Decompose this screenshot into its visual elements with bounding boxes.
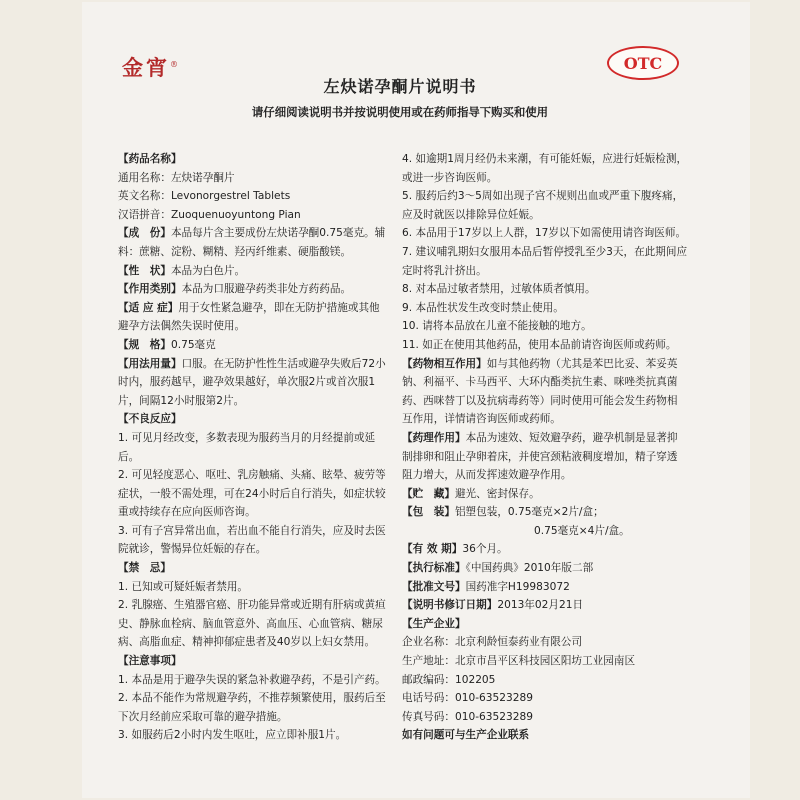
section-text: 通用名称：左炔诺孕酮片 [118, 171, 235, 184]
section-text: 企业名称：北京利龄恒泰药业有限公司 [402, 636, 583, 649]
section-text: 邮政编码：102205 [402, 673, 496, 686]
left-column [118, 150, 390, 745]
leaflet-paragraph [118, 466, 390, 522]
leaflet-paragraph [118, 280, 390, 299]
leaflet-paragraph [118, 299, 390, 336]
section-heading: 【成 份】 [118, 227, 171, 240]
section-heading: 【贮 藏】 [402, 487, 455, 500]
registered-mark: ® [170, 60, 178, 69]
section-heading: 【执行标准】 [402, 562, 466, 575]
document-title: 左炔诺孕酮片说明书 [323, 77, 477, 96]
leaflet-paragraph [402, 299, 688, 318]
section-text: 2. 乳腺癌、生殖器官癌、肝功能异常或近期有肝病或黄疸史、静脉血栓病、脑血管意外、高血压、心血管病、糖尿病、高脂血症、精神抑郁症患者及40岁以上妇女禁用。 [118, 599, 386, 649]
section-text: 1. 可见月经改变，多数表现为服药当月的月经提前或延后。 [118, 431, 376, 463]
section-text: 汉语拼音：Zuoquenuoyuntong Pian [118, 208, 301, 221]
section-heading: 【说明书修订日期】 [402, 599, 498, 612]
section-text: 如有问题可与生产企业联系 [402, 729, 530, 742]
section-heading: 【包 装】 [402, 506, 455, 519]
section-heading: 【药品名称】 [118, 153, 182, 165]
leaflet-paragraph [402, 540, 688, 559]
section-text: 2. 本品不能作为常规避孕药，不推荐频繁使用，服药后至下次月经前应采取可靠的避孕措施。 [118, 692, 386, 723]
section-text: 2013年02月21日 [497, 599, 584, 612]
section-heading: 【生产企业】 [402, 617, 466, 630]
section-text: 4. 如逾期1周月经仍未来潮，有可能妊娠，应进行妊娠检测，或进一步咨询医师。 [402, 153, 688, 184]
leaflet-paragraph [402, 522, 688, 541]
leaflet-paragraph [402, 150, 688, 187]
leaflet-paragraph [118, 522, 390, 559]
brand-name: 金宵 [122, 55, 170, 80]
leaflet-paragraph [402, 280, 688, 299]
leaflet-paragraph [118, 671, 390, 690]
leaflet-paragraph [118, 596, 390, 652]
leaflet-paragraph [118, 169, 390, 188]
leaflet-paragraph [118, 559, 390, 578]
leaflet-paragraph [402, 671, 688, 690]
section-heading: 【不良反应】 [118, 413, 182, 426]
section-text: 本品为白色片。 [170, 264, 246, 277]
leaflet-paragraph [118, 689, 390, 726]
leaflet-paragraph [402, 336, 688, 355]
leaflet-paragraph [402, 652, 688, 671]
leaflet-paragraph [118, 578, 390, 597]
section-text: 10. 请将本品放在儿童不能接触的地方。 [402, 320, 592, 333]
leaflet-paragraph [402, 559, 688, 578]
section-text: 本品为口服避孕药类非处方药药品。 [181, 283, 352, 296]
section-text: 生产地址：北京市昌平区科技园区阳坊工业园南区 [402, 655, 636, 668]
section-heading: 【用法用量】 [118, 357, 182, 370]
document-subtitle: 请仔细阅读说明书并按说明使用或在药师指导下购买和使用 [251, 105, 549, 119]
leaflet-paragraph [118, 224, 390, 261]
section-text: 1. 已知或可疑妊娠者禁用。 [118, 580, 249, 593]
section-text: 9. 本品性状发生改变时禁止使用。 [402, 301, 564, 314]
leaflet-paragraph [402, 317, 688, 336]
leaflet-paragraph [402, 485, 688, 504]
leaflet-paragraph [118, 206, 390, 225]
section-heading: 【作用类别】 [118, 283, 182, 296]
section-heading: 【批准文号】 [402, 580, 466, 593]
section-text: 8. 对本品过敏者禁用，过敏体质者慎用。 [402, 283, 596, 296]
section-text: 0.75毫克×4片/盒。 [534, 524, 630, 537]
section-text: 如与其他药物（尤其是苯巴比妥、苯妥英钠、利福平、卡马西平、大环内酯类抗生素、咪唑类抗真菌药、西咪替丁以及抗病毒药等）同时使用可能会发生药物相互作用，详情请咨询医师或药师。 [402, 357, 678, 426]
leaflet-paragraph [402, 615, 688, 634]
leaflet-paragraph [118, 652, 390, 671]
section-heading: 【适 应 症】 [118, 301, 179, 314]
section-text: 传真号码：010-63523289 [402, 710, 533, 723]
leaflet-paragraph [402, 355, 688, 429]
leaflet-paragraph [118, 336, 390, 355]
leaflet-paragraph [402, 689, 688, 708]
section-text: 本品为速效、短效避孕药，避孕机制是显著抑制排卵和阻止孕卵着床，并使宫颈粘液稠度增加，精子穿透阻力增大，从而发挥速效避孕作用。 [402, 431, 678, 482]
section-text: 2. 可见轻度恶心、呕吐、乳房触痛、头痛、眩晕、疲劳等症状，一般不需处理，可在24小时后自行消失，如症状较重或持续存在应向医师咨询。 [118, 469, 386, 519]
leaflet-paragraph [118, 187, 390, 206]
section-text: 英文名称：Levonorgestrel Tablets [118, 190, 291, 203]
leaflet-paragraph [402, 503, 688, 522]
section-text: 7. 建议哺乳期妇女服用本品后暂停授乳至少3天，在此期间应定时将乳汁挤出。 [402, 245, 688, 277]
leaflet-paragraph [402, 429, 688, 485]
section-text: 用于女性紧急避孕，即在无防护措施或其他避孕方法偶然失误时使用。 [118, 301, 380, 333]
section-text: 国药准字H19983072 [465, 580, 570, 593]
otc-badge: OTC [607, 46, 679, 80]
section-text: 电话号码：010-63523289 [402, 692, 533, 705]
section-text: 11. 如正在使用其他药品，使用本品前请咨询医师或药师。 [402, 338, 677, 351]
leaflet-paragraph [402, 224, 688, 243]
section-text: 《中国药典》2010年版二部 [465, 562, 594, 575]
section-heading: 【药物相互作用】 [402, 357, 487, 370]
section-text: 3. 如服药后2小时内发生呕吐，应立即补服1片。 [118, 729, 347, 742]
leaflet-paragraph [402, 708, 688, 727]
section-heading: 【规 格】 [118, 338, 171, 351]
leaflet-paragraph [118, 429, 390, 466]
leaflet-paragraph [118, 262, 390, 281]
section-heading: 【有 效 期】 [402, 543, 463, 556]
section-text: 1. 本品是用于避孕失误的紧急补救避孕药，不是引产药。 [118, 673, 386, 686]
section-text: 铝塑包装，0.75毫克×2片/盒； [454, 506, 604, 519]
leaflet-paragraph [402, 243, 688, 280]
section-text: 避光、密封保存。 [454, 487, 540, 500]
section-heading: 【注意事项】 [118, 655, 182, 668]
section-text: 5. 服药后约3～5周如出现子宫不规则出血或严重下腹疼痛，应及时就医以排除异位妊娠。 [402, 190, 684, 221]
leaflet-paragraph [402, 726, 688, 745]
section-heading: 【性 状】 [118, 264, 171, 277]
leaflet-paragraph [118, 150, 390, 169]
leaflet-paragraph [402, 633, 688, 652]
section-text: 口服。在无防护性性生活或避孕失败后72小时内，服药越早，避孕效果越好，单次服2片或首次服1片，间隔12小时服第2片。 [118, 357, 386, 407]
leaflet-paragraph [402, 596, 688, 615]
section-text: 3. 可有子宫异常出血，若出血不能自行消失，应及时去医院就诊，警惕异位妊娠的存在。 [118, 524, 386, 556]
right-column [402, 150, 688, 745]
section-text: 36个月。 [462, 543, 508, 556]
section-heading: 【药理作用】 [402, 431, 466, 444]
section-heading: 【禁 忌】 [118, 562, 171, 575]
leaflet-paragraph [402, 187, 688, 224]
leaflet-paragraph [402, 578, 688, 597]
section-text: 6. 本品用于17岁以上人群，17岁以下如需使用请咨询医师。 [402, 227, 687, 240]
leaflet-paragraph [118, 726, 390, 745]
leaflet-paragraph [118, 355, 390, 411]
leaflet-paragraph [118, 410, 390, 429]
section-text: 本品每片含主要成份左炔诺孕酮0.75毫克。辅料：蔗糖、淀粉、糊精、羟丙纤维素、硬脂酸镁。 [118, 227, 386, 258]
section-text: 0.75毫克 [170, 338, 216, 351]
